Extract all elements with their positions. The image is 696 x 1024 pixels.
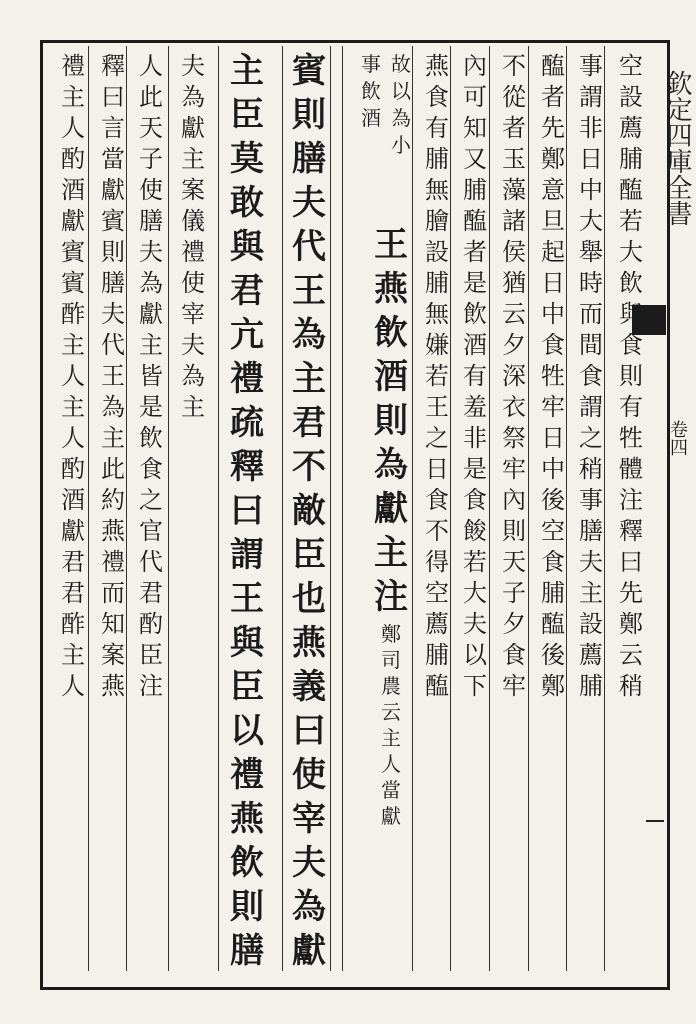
text-column-5 [458,54,492,705]
glyph: 主 [230,51,264,91]
glyph: 中 [541,455,565,483]
glyph: 侯 [502,238,526,266]
glyph: 代 [139,548,163,576]
glyph: 注 [619,486,643,514]
glyph: 空 [619,52,643,80]
glyph: 鄭 [541,672,565,700]
glyph: 後 [541,641,565,669]
glyph: 主 [181,145,205,173]
glyph: 燕 [425,52,449,80]
glyph: 日 [579,145,603,173]
glyph: 人 [61,114,85,142]
glyph: 獻 [101,176,125,204]
glyph: 酒 [361,106,381,130]
glyph: 主 [61,331,85,359]
glyph: 主 [374,533,408,573]
glyph: 不 [425,517,449,545]
glyph: 賓 [101,207,125,235]
glyph: 主 [61,393,85,421]
glyph: 夫 [292,843,326,883]
glyph: 玉 [502,145,526,173]
juan-label [660,420,690,456]
glyph: 與 [230,227,264,267]
text-column-12 [176,54,210,426]
glyph: 亢 [230,315,264,355]
glyph: 中 [541,300,565,328]
glyph: 王 [292,271,326,311]
glyph: 故 [391,52,411,76]
glyph: 稍 [619,672,643,700]
glyph: 臣 [139,641,163,669]
glyph: 禮 [181,238,205,266]
glyph: 酌 [139,610,163,638]
glyph: 釋 [101,52,125,80]
glyph: 王 [230,579,264,619]
glyph: 酒 [463,331,487,359]
column-rule [218,46,219,971]
glyph: 是 [463,455,487,483]
glyph: 官 [139,517,163,545]
glyph: 子 [139,145,163,173]
glyph: 主 [139,331,163,359]
glyph: 釋 [619,517,643,545]
glyph: 主 [181,393,205,421]
glyph: 燕 [101,672,125,700]
glyph: 當 [381,778,401,802]
glyph: 注 [139,672,163,700]
glyph: 無 [425,300,449,328]
glyph: 不 [502,52,526,80]
glyph: 司 [381,648,401,672]
glyph: 日 [541,424,565,452]
glyph: 脯 [425,269,449,297]
glyph: 則 [292,95,326,135]
glyph: 醢 [541,610,565,638]
glyph: 天 [502,548,526,576]
glyph: 為 [139,269,163,297]
glyph: 羞 [463,393,487,421]
glyph: 膳 [230,931,264,971]
glyph: 食 [463,486,487,514]
glyph: 與 [230,623,264,663]
glyph: 祭 [502,424,526,452]
glyph: 王 [374,225,408,265]
glyph: 日 [425,455,449,483]
column-rule [168,46,169,971]
glyph: 餕 [463,517,487,545]
glyph: 膳 [139,207,163,235]
glyph: 獻 [139,300,163,328]
glyph: 若 [425,362,449,390]
glyph: 知 [463,114,487,142]
glyph: 食 [139,455,163,483]
glyph: 食 [619,331,643,359]
glyph: 君 [139,579,163,607]
glyph: 有 [619,393,643,421]
glyph: 飲 [361,79,381,103]
glyph: 子 [502,579,526,607]
glyph: 稍 [579,455,603,483]
text-column-10 [292,51,326,978]
glyph: 酒 [374,357,408,397]
glyph: 事 [579,52,603,80]
glyph: 燕 [292,623,326,663]
glyph: 則 [101,238,125,266]
glyph: 主 [61,83,85,111]
text-column-14 [96,54,130,705]
glyph: 曰 [230,491,264,531]
glyph: 主 [579,579,603,607]
glyph: 君 [230,271,264,311]
glyph: 鄭 [541,145,565,173]
glyph: 者 [463,238,487,266]
glyph: 為 [101,393,125,421]
glyph: 疏 [230,403,264,443]
glyph: 大 [619,238,643,266]
glyph: 醢 [425,672,449,700]
glyph: 當 [101,145,125,173]
glyph: 下 [463,672,487,700]
glyph: 酌 [61,455,85,483]
text-column-3 [536,54,570,705]
glyph: 謂 [579,83,603,111]
text-column-13 [134,54,168,705]
text-column-6 [420,54,454,705]
glyph: 農 [381,674,401,698]
glyph: 又 [463,145,487,173]
glyph: 獻 [61,207,85,235]
glyph: 飲 [619,269,643,297]
text-column-9 [374,225,408,832]
glyph: 為 [292,315,326,355]
edge-title: 欽定四庫全書 [662,70,692,226]
glyph: 天 [139,114,163,142]
glyph: 深 [502,362,526,390]
glyph: 脯 [619,145,643,173]
glyph: 代 [101,331,125,359]
glyph: 燕 [230,799,264,839]
glyph: 之 [425,424,449,452]
glyph: 君 [61,548,85,576]
glyph: 以 [463,641,487,669]
glyph: 禮 [101,548,125,576]
glyph: 禮 [230,755,264,795]
glyph: 案 [101,641,125,669]
glyph: 先 [541,114,565,142]
glyph: 體 [619,455,643,483]
glyph: 薦 [619,114,643,142]
glyph: 敵 [292,491,326,531]
glyph: 時 [579,269,603,297]
glyph: 謂 [230,535,264,575]
glyph: 後 [541,486,565,514]
glyph: 可 [463,83,487,111]
glyph: 脯 [541,579,565,607]
text-column-11 [230,51,264,978]
glyph: 食 [579,362,603,390]
glyph: 食 [425,83,449,111]
text-column-15 [56,54,90,705]
glyph: 敢 [230,183,264,223]
glyph: 膳 [292,139,326,179]
glyph: 使 [292,755,326,795]
text-column-4 [497,54,531,705]
glyph: 無 [425,176,449,204]
glyph: 食 [541,548,565,576]
glyph: 則 [230,887,264,927]
glyph: 衣 [502,393,526,421]
glyph: 釋 [230,447,264,487]
glyph: 日 [541,269,565,297]
glyph: 使 [181,269,205,297]
glyph: 諸 [502,207,526,235]
glyph: 藻 [502,176,526,204]
glyph: 言 [101,114,125,142]
glyph: 以 [230,711,264,751]
glyph: 空 [425,579,449,607]
glyph: 宰 [292,799,326,839]
glyph: 獻 [292,931,326,971]
glyph: 與 [619,300,643,328]
glyph: 大 [463,579,487,607]
glyph: 夕 [502,610,526,638]
glyph: 主 [292,359,326,399]
glyph: 牢 [502,672,526,700]
glyph: 酒 [61,176,85,204]
glyph: 臣 [292,535,326,575]
glyph: 膾 [425,207,449,235]
glyph: 曰 [619,548,643,576]
glyph: 賓 [61,269,85,297]
glyph: 以 [391,79,411,103]
glyph: 為 [292,887,326,927]
glyph: 旦 [541,207,565,235]
glyph: 賓 [61,238,85,266]
glyph: 食 [425,486,449,514]
glyph: 牢 [502,455,526,483]
glyph: 酢 [61,610,85,638]
glyph: 賓 [292,51,326,91]
glyph: 臣 [230,95,264,135]
glyph: 儀 [181,207,205,235]
glyph: 脯 [463,176,487,204]
glyph: 中 [579,176,603,204]
glyph: 酒 [61,486,85,514]
glyph: 設 [425,238,449,266]
glyph: 皆 [139,362,163,390]
glyph: 小 [391,133,411,157]
glyph: 從 [502,83,526,111]
glyph: 獻 [374,489,408,529]
column-rule [412,46,413,971]
glyph: 飲 [374,313,408,353]
glyph: 飲 [139,424,163,452]
glyph: 者 [502,114,526,142]
glyph: 主 [381,726,401,750]
glyph: 得 [425,548,449,576]
glyph: 脯 [425,641,449,669]
glyph: 食 [502,641,526,669]
glyph: 大 [579,207,603,235]
glyph: 案 [181,176,205,204]
glyph: 設 [579,610,603,638]
glyph: 也 [292,579,326,619]
glyph: 夫 [292,183,326,223]
glyph: 夫 [101,300,125,328]
text-column-7 [384,54,418,162]
glyph: 是 [463,269,487,297]
glyph: 脯 [425,145,449,173]
glyph: 宰 [181,300,205,328]
glyph: 知 [101,610,125,638]
glyph: 醢 [619,176,643,204]
glyph: 間 [579,331,603,359]
glyph: 夕 [502,331,526,359]
glyph: 膳 [101,269,125,297]
glyph: 獻 [61,517,85,545]
page-tick [646,820,664,822]
glyph: 為 [391,106,411,130]
glyph: 飲 [463,300,487,328]
glyph: 有 [463,362,487,390]
glyph: 先 [619,579,643,607]
glyph: 王 [425,393,449,421]
glyph: 此 [139,83,163,111]
glyph: 若 [463,548,487,576]
glyph: 曰 [101,83,125,111]
column-rule [282,46,283,971]
glyph: 非 [463,424,487,452]
glyph: 薦 [579,641,603,669]
glyph: 內 [463,52,487,80]
glyph: 者 [541,83,565,111]
glyph: 鄭 [381,622,401,646]
glyph: 云 [619,641,643,669]
text-column-1 [614,54,648,705]
glyph: 王 [101,362,125,390]
glyph: 而 [101,579,125,607]
glyph: 云 [502,300,526,328]
glyph: 禮 [61,52,85,80]
juan-text: 卷四 [667,420,688,456]
glyph: 牢 [541,393,565,421]
glyph: 則 [374,401,408,441]
glyph: 牲 [619,424,643,452]
glyph: 君 [61,579,85,607]
glyph: 薦 [425,610,449,638]
glyph: 人 [381,752,401,776]
glyph: 主 [101,424,125,452]
text-column-8 [354,54,388,135]
glyph: 起 [541,238,565,266]
glyph: 為 [374,445,408,485]
glyph: 禮 [230,359,264,399]
glyph: 而 [579,300,603,328]
glyph: 鄭 [619,610,643,638]
glyph: 事 [361,52,381,76]
glyph: 食 [541,331,565,359]
glyph: 設 [619,83,643,111]
glyph: 曰 [292,711,326,751]
glyph: 夫 [579,548,603,576]
glyph: 膳 [579,517,603,545]
glyph: 舉 [579,238,603,266]
glyph: 夫 [463,610,487,638]
glyph: 此 [101,455,125,483]
glyph: 云 [381,700,401,724]
glyph: 燕 [101,517,125,545]
glyph: 空 [541,517,565,545]
glyph: 若 [619,207,643,235]
glyph: 為 [181,362,205,390]
glyph: 人 [61,362,85,390]
column-rule [342,46,343,971]
glyph: 有 [425,114,449,142]
glyph: 之 [139,486,163,514]
glyph: 嫌 [425,331,449,359]
glyph: 飲 [230,843,264,883]
glyph: 君 [292,403,326,443]
glyph: 代 [292,227,326,267]
glyph: 意 [541,176,565,204]
glyph: 夫 [139,238,163,266]
glyph: 事 [579,486,603,514]
glyph: 則 [619,362,643,390]
glyph: 醢 [541,52,565,80]
glyph: 之 [579,424,603,452]
glyph: 義 [292,667,326,707]
glyph: 使 [139,176,163,204]
glyph: 酌 [61,145,85,173]
glyph: 內 [502,486,526,514]
glyph: 注 [374,577,408,617]
glyph: 約 [101,486,125,514]
glyph: 人 [139,52,163,80]
glyph: 人 [61,672,85,700]
glyph: 主 [61,641,85,669]
glyph: 臣 [230,667,264,707]
glyph: 脯 [579,672,603,700]
glyph: 則 [502,517,526,545]
text-column-2 [574,54,608,705]
glyph: 夫 [181,52,205,80]
glyph: 猶 [502,269,526,297]
glyph: 人 [61,424,85,452]
glyph: 不 [292,447,326,487]
glyph: 醢 [463,207,487,235]
glyph: 是 [139,393,163,421]
glyph: 獻 [381,804,401,828]
glyph: 燕 [374,269,408,309]
glyph: 為 [181,83,205,111]
glyph: 莫 [230,139,264,179]
glyph: 酢 [61,300,85,328]
glyph: 夫 [181,331,205,359]
glyph: 牲 [541,362,565,390]
glyph: 獻 [181,114,205,142]
glyph: 謂 [579,393,603,421]
glyph: 非 [579,114,603,142]
column-rule [330,46,331,971]
